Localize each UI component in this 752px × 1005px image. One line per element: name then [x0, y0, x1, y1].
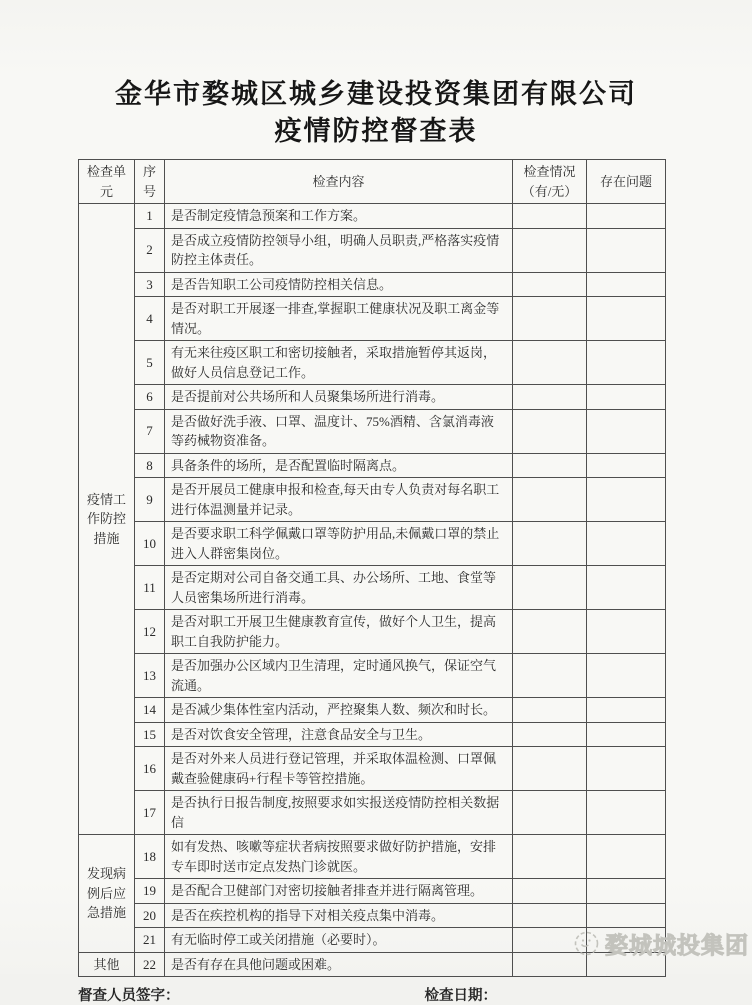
row-content: 如有发热、咳嗽等症状者病按照要求做好防护措施，安排专车即时送市定点发热门诊就医。 [165, 835, 513, 879]
table-row [79, 698, 666, 723]
row-status-cell [513, 903, 587, 928]
row-number: 17 [135, 791, 165, 835]
row-content: 是否对饮食安全管理，注意食品安全与卫生。 [165, 722, 513, 747]
row-number: 8 [135, 453, 165, 478]
table-row [79, 453, 666, 478]
row-problem-cell [587, 453, 666, 478]
table-row [79, 610, 666, 654]
row-status-cell [513, 879, 587, 904]
row-problem-cell [587, 272, 666, 297]
row-status-cell [513, 341, 587, 385]
row-status-cell [513, 566, 587, 610]
row-number: 2 [135, 228, 165, 272]
table-row [79, 272, 666, 297]
row-problem-cell [587, 341, 666, 385]
company-seal-icon [573, 930, 600, 957]
table-row [79, 297, 666, 341]
row-status-cell [513, 835, 587, 879]
table-row [79, 722, 666, 747]
row-content: 是否执行日报告制度,按照要求如实报送疫情防控相关数据信 [165, 791, 513, 835]
row-problem-cell [587, 835, 666, 879]
col-header-problems: 存在问题 [587, 160, 666, 204]
row-number: 16 [135, 747, 165, 791]
row-status-cell [513, 228, 587, 272]
row-number: 6 [135, 385, 165, 410]
watermark-text: 婺城城投集团 [605, 933, 749, 958]
col-header-content: 检查内容 [165, 160, 513, 204]
row-content: 是否定期对公司自备交通工具、办公场所、工地、食堂等人员密集场所进行消毒。 [165, 566, 513, 610]
table-row [79, 341, 666, 385]
row-problem-cell [587, 478, 666, 522]
inspection-date-label: 检查日期： [424, 988, 497, 1004]
table-row [79, 879, 666, 904]
row-content: 是否减少集体性室内活动，严控聚集人数、频次和时长。 [165, 698, 513, 723]
row-status-cell [513, 747, 587, 791]
table-row [79, 654, 666, 698]
row-content: 是否配合卫健部门对密切接触者排查并进行隔离管理。 [165, 879, 513, 904]
title-line-form: 疫情防控督查表 [274, 116, 478, 146]
row-number: 18 [135, 835, 165, 879]
row-problem-cell [587, 654, 666, 698]
row-content: 是否告知职工公司疫情防控相关信息。 [165, 272, 513, 297]
row-content: 是否做好洗手液、口罩、温度计、75%酒精、含氯消毒液等药械物资准备。 [165, 409, 513, 453]
row-number: 12 [135, 610, 165, 654]
row-problem-cell [587, 385, 666, 410]
title-line-company: 金华市婺城区城乡建设投资集团有限公司 [115, 79, 637, 109]
row-status-cell [513, 791, 587, 835]
row-problem-cell [587, 879, 666, 904]
table-row [79, 228, 666, 272]
row-number: 11 [135, 566, 165, 610]
document-title [0, 0, 752, 150]
row-content: 有无临时停工或关闭措施（必要时）。 [165, 928, 513, 953]
row-content: 是否要求职工科学佩戴口罩等防护用品,未佩戴口罩的禁止进入人群密集岗位。 [165, 522, 513, 566]
row-number: 9 [135, 478, 165, 522]
company-watermark [573, 927, 749, 960]
unit-group-label: 疫情工作防控措施 [79, 204, 135, 835]
table-row [79, 903, 666, 928]
col-header-index: 序号 [135, 160, 165, 204]
inspection-table-body [79, 204, 666, 977]
row-problem-cell [587, 204, 666, 229]
row-number: 13 [135, 654, 165, 698]
row-content: 是否制定疫情急预案和工作方案。 [165, 204, 513, 229]
table-row [79, 791, 666, 835]
row-number: 22 [135, 952, 165, 977]
row-content: 是否开展员工健康申报和检查,每天由专人负责对每名职工进行体温测量并记录。 [165, 478, 513, 522]
row-number: 5 [135, 341, 165, 385]
row-content: 是否成立疫情防控领导小组，明确人员职责,严格落实疫情防控主体责任。 [165, 228, 513, 272]
table-row [79, 385, 666, 410]
row-content: 是否有存在具他问题或困难。 [165, 952, 513, 977]
row-problem-cell [587, 610, 666, 654]
row-number: 20 [135, 903, 165, 928]
row-status-cell [513, 722, 587, 747]
row-status-cell [513, 610, 587, 654]
row-content: 是否在疾控机构的指导下对相关疫点集中消毒。 [165, 903, 513, 928]
row-status-cell [513, 654, 587, 698]
row-number: 4 [135, 297, 165, 341]
row-status-cell [513, 204, 587, 229]
row-problem-cell [587, 791, 666, 835]
row-status-cell [513, 409, 587, 453]
row-content: 是否对职工开展逐一排查,掌握职工健康状况及职工离金等情况。 [165, 297, 513, 341]
row-problem-cell [587, 903, 666, 928]
row-content: 是否对外来人员进行登记管理，并采取体温检测、口罩佩戴查验健康码+行程卡等管控措施。 [165, 747, 513, 791]
row-number: 7 [135, 409, 165, 453]
table-row [79, 566, 666, 610]
row-status-cell [513, 385, 587, 410]
row-content: 是否加强办公区域内卫生清理，定时通风换气，保证空气流通。 [165, 654, 513, 698]
inspector-signature-label: 督查人员签字： [78, 988, 180, 1004]
unit-group-label: 其他 [79, 952, 135, 977]
row-problem-cell [587, 747, 666, 791]
table-row [79, 409, 666, 453]
row-number: 15 [135, 722, 165, 747]
form-footer [78, 984, 665, 1005]
row-content: 有无来往疫区职工和密切接触者，采取措施暂停其返岗，做好人员信息登记工作。 [165, 341, 513, 385]
row-status-cell [513, 698, 587, 723]
row-number: 14 [135, 698, 165, 723]
row-status-cell [513, 522, 587, 566]
col-header-status: 检查情况（有/无） [513, 160, 587, 204]
row-number: 1 [135, 204, 165, 229]
row-status-cell [513, 297, 587, 341]
row-status-cell [513, 453, 587, 478]
table-row [79, 835, 666, 879]
row-problem-cell [587, 409, 666, 453]
row-status-cell [513, 478, 587, 522]
table-row [79, 747, 666, 791]
row-problem-cell [587, 522, 666, 566]
row-number: 10 [135, 522, 165, 566]
table-header-row [79, 160, 666, 204]
row-problem-cell [587, 722, 666, 747]
row-number: 3 [135, 272, 165, 297]
row-problem-cell [587, 566, 666, 610]
unit-group-label: 发现病例后应急措施 [79, 835, 135, 953]
table-row [79, 204, 666, 229]
row-number: 19 [135, 879, 165, 904]
inspection-table [78, 159, 666, 977]
row-number: 21 [135, 928, 165, 953]
row-content: 具备条件的场所，是否配置临时隔离点。 [165, 453, 513, 478]
table-row [79, 522, 666, 566]
row-problem-cell [587, 297, 666, 341]
table-row [79, 478, 666, 522]
row-status-cell [513, 272, 587, 297]
col-header-unit: 检查单元 [79, 160, 135, 204]
row-problem-cell [587, 698, 666, 723]
row-content: 是否提前对公共场所和人员聚集场所进行消毒。 [165, 385, 513, 410]
row-problem-cell [587, 228, 666, 272]
row-content: 是否对职工开展卫生健康教育宣传，做好个人卫生，提高职工自我防护能力。 [165, 610, 513, 654]
